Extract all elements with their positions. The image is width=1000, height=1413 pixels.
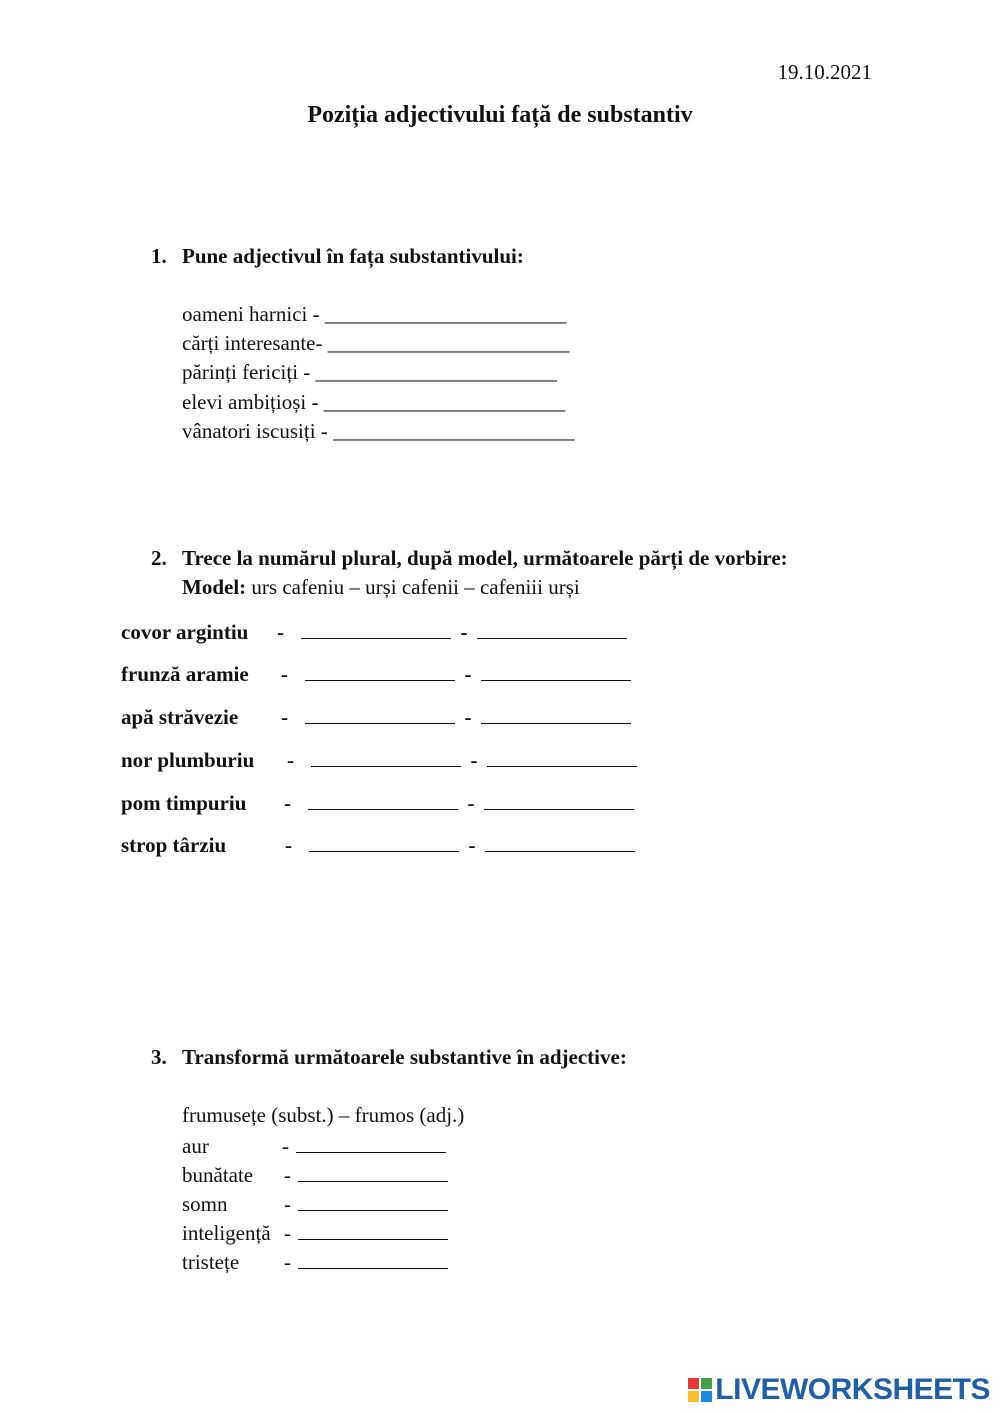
list-item	[182, 331, 569, 356]
row-dash: -	[281, 705, 288, 729]
row-dash: -	[467, 791, 475, 815]
section1-instruction: Pune adjectivul în fața substantivului:	[182, 244, 524, 268]
item-text: părinți fericiți -	[182, 360, 311, 384]
answer-blank[interactable]	[298, 1220, 448, 1240]
row-dash: -	[277, 620, 284, 644]
row-dash: -	[281, 662, 288, 686]
answer-blank[interactable]: _______________________	[333, 419, 575, 443]
answer-blank[interactable]	[484, 790, 634, 810]
answer-blank[interactable]	[487, 747, 637, 767]
answer-blank[interactable]: _______________________	[327, 331, 570, 355]
answer-blank[interactable]	[298, 1249, 448, 1269]
section2-number: 2.	[151, 546, 167, 570]
item-text: oameni harnici -	[182, 302, 320, 326]
row-dash: -	[284, 791, 291, 815]
list-item	[182, 302, 566, 327]
row-word: frunză aramie	[121, 662, 249, 686]
table-row	[121, 704, 631, 730]
list-item	[182, 1220, 448, 1246]
table-row	[121, 661, 631, 687]
answer-blank[interactable]	[301, 619, 451, 639]
example-line: frumusețe (subst.) – frumos (adj.)	[182, 1103, 465, 1127]
section2-instruction: Trece la numărul plural, după model, următoarele părți de vorbire:	[182, 546, 788, 570]
answer-blank[interactable]: _______________________	[315, 360, 558, 384]
item-text: cărți interesante-	[182, 331, 323, 355]
item-word: bunătate	[182, 1163, 254, 1187]
date: 19.10.2021	[777, 60, 872, 84]
row-dash: -	[285, 833, 292, 857]
answer-blank[interactable]	[477, 619, 627, 639]
answer-blank[interactable]	[311, 747, 461, 767]
list-item	[182, 1162, 448, 1188]
table-row	[121, 747, 637, 773]
row-dash: -	[464, 705, 472, 729]
item-word: inteligență	[182, 1221, 271, 1245]
table-row	[121, 790, 634, 816]
logo-mark-icon	[688, 1378, 712, 1402]
answer-blank[interactable]	[481, 704, 631, 724]
item-dash: -	[282, 1134, 289, 1158]
row-dash: -	[464, 662, 472, 686]
item-text: elevi ambițioși -	[182, 390, 319, 414]
brand-logo	[688, 1373, 990, 1407]
brand-name: LIVEWORKSHEETS	[715, 1373, 990, 1406]
model-line	[182, 575, 580, 600]
answer-blank[interactable]	[309, 832, 459, 852]
row-word: covor argintiu	[121, 620, 249, 644]
row-word: strop târziu	[121, 833, 227, 857]
answer-blank[interactable]	[298, 1162, 448, 1182]
answer-blank[interactable]	[305, 661, 455, 681]
model-text: urs cafeniu – urși cafenii – cafeniii urși	[246, 575, 580, 599]
row-word: apă străvezie	[121, 705, 239, 729]
list-item	[182, 1249, 448, 1275]
item-dash: -	[284, 1221, 291, 1245]
item-word: tristețe	[182, 1250, 240, 1274]
answer-blank[interactable]	[298, 1191, 448, 1211]
answer-blank[interactable]: _______________________	[324, 302, 567, 326]
item-dash: -	[284, 1250, 291, 1274]
list-item	[182, 1191, 448, 1217]
answer-blank[interactable]: _______________________	[323, 390, 566, 414]
section3-instruction: Transformă următoarele substantive în adjective:	[182, 1045, 627, 1069]
answer-blank[interactable]	[308, 790, 458, 810]
item-dash: -	[284, 1192, 291, 1216]
table-row	[121, 619, 627, 645]
list-item	[182, 390, 565, 415]
list-item	[182, 1133, 446, 1159]
answer-blank[interactable]	[296, 1133, 446, 1153]
item-text: vânatori iscusiți -	[182, 419, 328, 443]
row-word: pom timpuriu	[121, 791, 247, 815]
list-item	[182, 419, 575, 444]
row-dash: -	[460, 620, 468, 644]
item-dash: -	[284, 1163, 291, 1187]
row-word: nor plumburiu	[121, 748, 255, 772]
row-dash: -	[470, 748, 478, 772]
row-dash: -	[287, 748, 294, 772]
model-label: Model:	[182, 575, 247, 599]
answer-blank[interactable]	[305, 704, 455, 724]
page-title: Poziția adjectivului față de substantiv	[307, 102, 693, 128]
list-item	[182, 360, 557, 385]
table-row	[121, 832, 635, 858]
section1-number: 1.	[151, 244, 167, 268]
item-word: aur	[182, 1134, 209, 1158]
answer-blank[interactable]	[485, 832, 635, 852]
answer-blank[interactable]	[481, 661, 631, 681]
section3-number: 3.	[151, 1045, 167, 1069]
row-dash: -	[468, 833, 476, 857]
item-word: somn	[182, 1192, 228, 1216]
